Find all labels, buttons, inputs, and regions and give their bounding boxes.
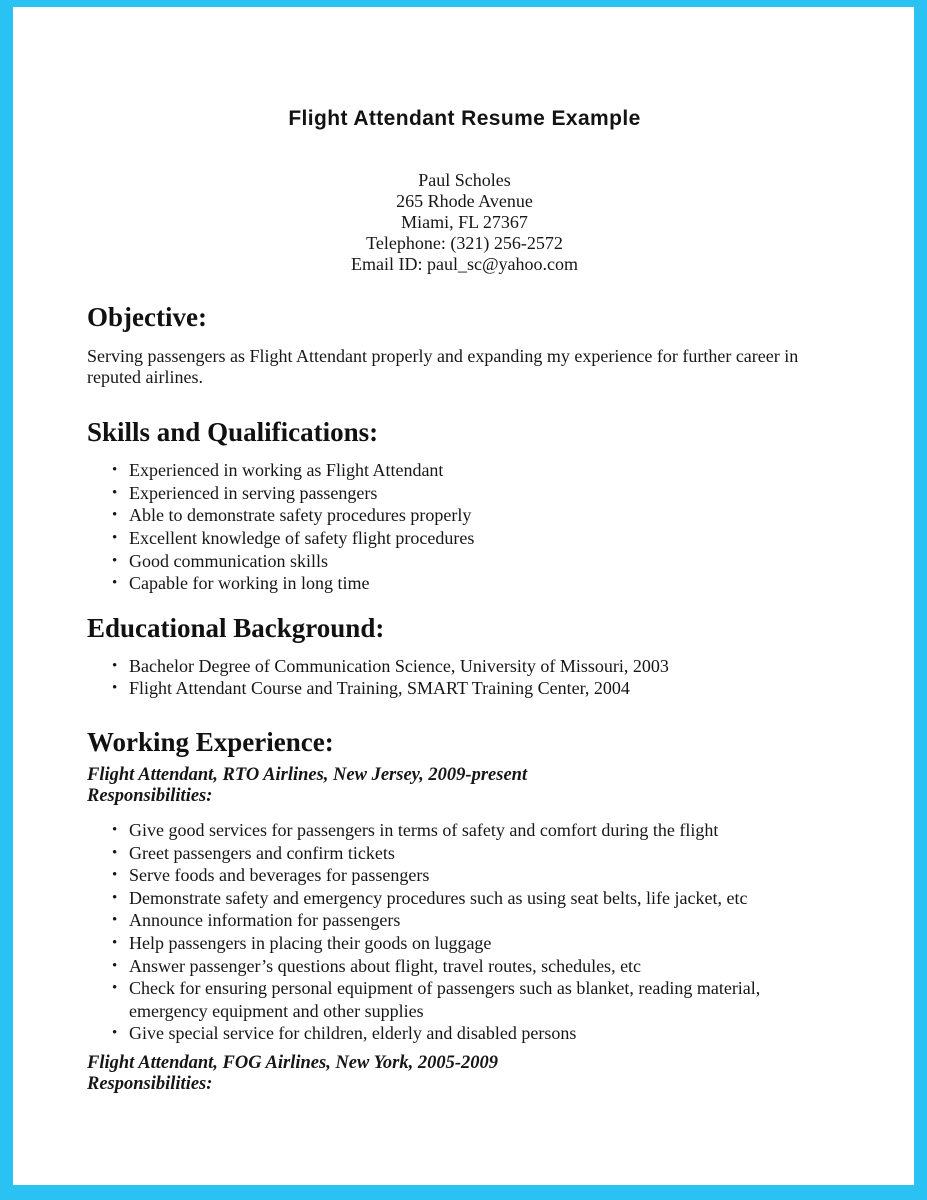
bullet-icon: • bbox=[112, 552, 118, 569]
list-item-text: Able to demonstrate safety procedures properly bbox=[129, 505, 472, 526]
list-item bbox=[87, 527, 842, 550]
bullet-icon: • bbox=[112, 680, 118, 697]
list-item-text: Give good services for passengers in terms of safety and comfort during the flight bbox=[129, 819, 719, 840]
skills-list bbox=[87, 459, 842, 595]
education-list bbox=[87, 655, 842, 700]
list-item-text: Serve foods and beverages for passengers bbox=[129, 865, 430, 886]
list-item-text: Demonstrate safety and emergency procedures such as using seat belts, life jacket, etc bbox=[129, 887, 748, 908]
list-item-text: Answer passenger’s questions about flight, travel routes, schedules, etc bbox=[129, 955, 642, 976]
contact-telephone: Telephone: (321) 256-2572 bbox=[366, 233, 563, 254]
bullet-icon: • bbox=[112, 462, 118, 479]
list-item-text: Capable for working in long time bbox=[129, 573, 370, 594]
list-item-text: Give special service for children, elderly and disabled persons bbox=[129, 1023, 577, 1044]
experience-heading: Working Experience: bbox=[87, 726, 334, 757]
list-item bbox=[87, 887, 842, 910]
job-title-line: Flight Attendant, RTO Airlines, New Jersey, 2009-present bbox=[87, 764, 528, 785]
list-item bbox=[87, 1022, 842, 1045]
list-item bbox=[87, 864, 842, 887]
bullet-icon: • bbox=[112, 957, 118, 974]
bullet-icon: • bbox=[112, 575, 118, 592]
list-item bbox=[87, 955, 842, 978]
bullet-icon: • bbox=[112, 889, 118, 906]
list-item bbox=[87, 909, 842, 932]
education-heading: Educational Background: bbox=[87, 612, 385, 643]
list-item-text: Check for ensuring personal equipment of passengers such as blanket, reading material, emergency equipment and other supplies bbox=[129, 978, 761, 1021]
page-title: Flight Attendant Resume Example bbox=[288, 107, 641, 130]
bullet-icon: • bbox=[112, 980, 118, 997]
list-item bbox=[87, 977, 842, 1022]
list-item-text: Announce information for passengers bbox=[129, 910, 401, 931]
bullet-icon: • bbox=[112, 1025, 118, 1042]
contact-address: 265 Rhode Avenue bbox=[396, 191, 533, 212]
list-item-text: Experienced in serving passengers bbox=[129, 482, 378, 503]
list-item-text: Help passengers in placing their goods on luggage bbox=[129, 932, 492, 953]
section-objective bbox=[87, 302, 842, 388]
bullet-icon: • bbox=[112, 934, 118, 951]
bullet-icon: • bbox=[112, 657, 118, 674]
bullet-icon: • bbox=[112, 912, 118, 929]
section-education bbox=[87, 613, 842, 700]
objective-text: Serving passengers as Flight Attendant properly and expanding my experience for further career in reputed airlines. bbox=[87, 346, 799, 388]
list-item bbox=[87, 459, 842, 482]
contact-email: Email ID: paul_sc@yahoo.com bbox=[350, 254, 579, 275]
contact-block bbox=[87, 170, 842, 275]
list-item bbox=[87, 819, 842, 842]
objective-heading: Objective: bbox=[87, 302, 207, 333]
list-item-text: Experienced in working as Flight Attendant bbox=[129, 460, 444, 481]
contact-name: Paul Scholes bbox=[418, 170, 511, 191]
bullet-icon: • bbox=[112, 844, 118, 861]
job-entry-rto-airlines bbox=[87, 765, 842, 1045]
list-item-text: Flight Attendant Course and Training, SMART Training Center, 2004 bbox=[129, 678, 630, 699]
bullet-icon: • bbox=[112, 507, 118, 524]
list-item-text: Bachelor Degree of Communication Science, University of Missouri, 2003 bbox=[129, 655, 669, 676]
list-item bbox=[87, 482, 842, 505]
list-item bbox=[87, 572, 842, 595]
bullet-icon: • bbox=[112, 821, 118, 838]
list-item bbox=[87, 842, 842, 865]
responsibilities-list bbox=[87, 819, 842, 1045]
skills-heading: Skills and Qualifications: bbox=[87, 417, 379, 448]
list-item-text: Good communication skills bbox=[129, 550, 328, 571]
list-item-text: Excellent knowledge of safety flight procedures bbox=[129, 527, 475, 548]
section-skills bbox=[87, 417, 842, 595]
list-item bbox=[87, 550, 842, 573]
bullet-icon: • bbox=[112, 529, 118, 546]
job-responsibilities-label: Responsibilities: bbox=[87, 1073, 213, 1094]
resume-page bbox=[13, 7, 914, 1185]
bullet-icon: • bbox=[112, 484, 118, 501]
bullet-icon: • bbox=[112, 867, 118, 884]
list-item bbox=[87, 504, 842, 527]
job-title-line: Flight Attendant, FOG Airlines, New York, 2005-2009 bbox=[87, 1052, 499, 1073]
list-item-text: Greet passengers and confirm tickets bbox=[129, 842, 395, 863]
job-responsibilities-label: Responsibilities: bbox=[87, 785, 213, 806]
section-experience bbox=[87, 727, 842, 1095]
list-item bbox=[87, 677, 842, 700]
list-item bbox=[87, 932, 842, 955]
job-entry-fog-airlines bbox=[87, 1053, 842, 1095]
list-item bbox=[87, 655, 842, 678]
contact-city: Miami, FL 27367 bbox=[401, 212, 528, 233]
